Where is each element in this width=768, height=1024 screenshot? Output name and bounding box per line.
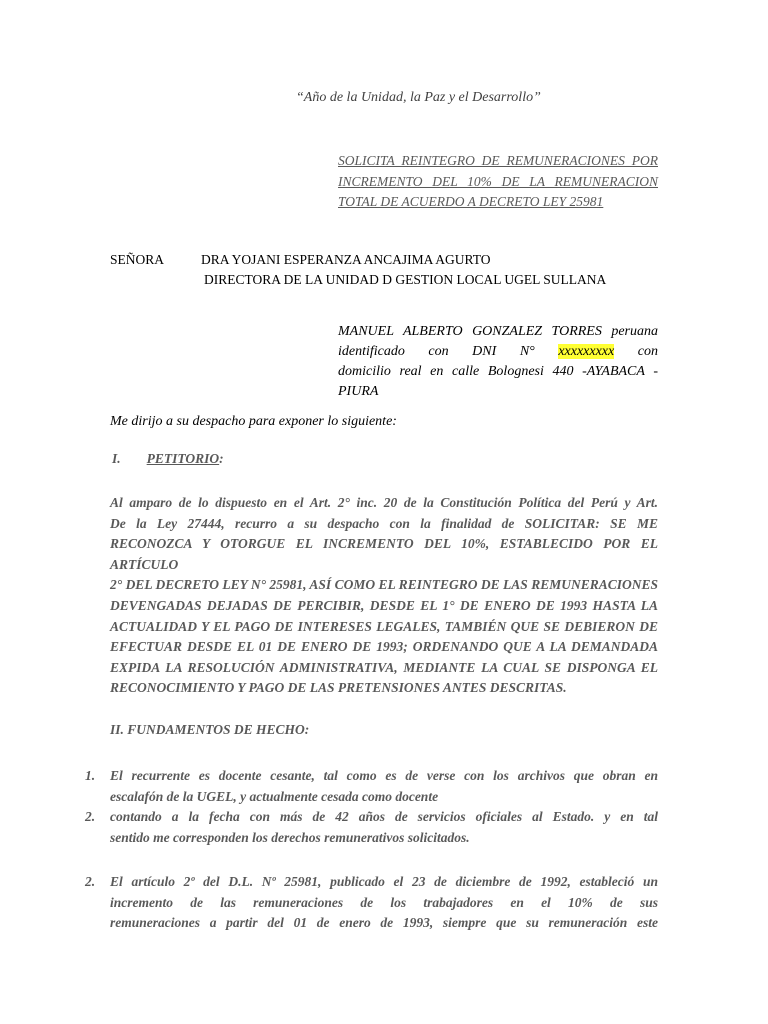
paragraph-line: Al amparo de lo dispuesto en el Art. 2° inc. 20 de la Constitución Política del Perú y Art. [110, 495, 658, 510]
party-dni-suffix: con [637, 344, 659, 359]
party-line: domicilio real en calle Bolognesi 440 -AYABACA - [338, 364, 658, 379]
paragraph-line: DEVENGADAS DEJADAS DE PERCIBIR, DESDE EL 1° DE ENERO DE 1993 HASTA LA [110, 597, 658, 613]
section-fundamentos-heading: II. FUNDAMENTOS DE HECHO: [110, 722, 310, 737]
list-item-line: El recurrente es docente cesante, tal como es de verse con los archivos que obran en [110, 768, 658, 783]
list-item-text [110, 766, 658, 807]
paragraph-line: 2° DEL DECRETO LEY N° 25981, ASÍ COMO EL REINTEGRO DE LAS REMUNERACIONES [110, 577, 658, 593]
dni-highlight: xxxxxxxxx [558, 344, 615, 359]
section-colon: : [219, 451, 224, 466]
list-item-line: sentido me corresponden los derechos remunerativos solicitados. [110, 829, 470, 845]
section-label: PETITORIO [146, 451, 220, 466]
party-block [338, 322, 658, 402]
subject-line: SOLICITA REINTEGRO DE REMUNERACIONES POR [338, 153, 658, 168]
paragraph-line: EFECTUAR DESDE EL 01 DE ENERO DE 1993; ORDENANDO QUE A LA DEMANDADA [110, 639, 658, 655]
subject-line: INCREMENTO DEL 10% DE LA REMUNERACION [338, 173, 658, 189]
list-item-line: remuneraciones a partir del 01 de enero de 1993, siempre que su remuneración este [110, 915, 658, 930]
list-item [85, 807, 658, 849]
paragraph-line: RECONOCIMIENTO Y PAGO DE LAS PRETENSIONES ANTES DESCRITAS. [110, 680, 567, 696]
paragraph-line: EXPIDA LA RESOLUCIÓN ADMINISTRATIVA, MEDIANTE LA CUAL SE DISPONGA EL [110, 659, 658, 675]
paragraph-line: De la Ley 27444, recurro a su despacho con la finalidad de SOLICITAR: SE ME [110, 515, 658, 531]
intro-text: Me dirijo a su despacho para exponer lo siguiente: [110, 414, 397, 429]
section-petitorio-heading [112, 451, 224, 467]
list-item-line: escalafón de la UGEL, y actualmente cesada como docente [110, 788, 439, 804]
motto-heading: “Año de la Unidad, la Paz y el Desarrollo” [296, 90, 541, 105]
section-number: I. [112, 451, 121, 466]
addressee-title: DIRECTORA DE LA UNIDAD D GESTION LOCAL UGEL SULLANA [204, 272, 607, 287]
subject-line: TOTAL DE ACUERDO A DECRETO LEY 25981 [338, 194, 604, 209]
addressee-name: DRA YOJANI ESPERANZA ANCAJIMA AGURTO [201, 252, 491, 267]
list-item-number: 2. [85, 874, 96, 889]
party-line: MANUEL ALBERTO GONZALEZ TORRES peruana [338, 324, 658, 339]
list-item-number: 2. [85, 809, 96, 824]
list-item-line: El artículo 2º del D.L. Nº 25981, publicado el 23 de diciembre de 1992, estableció un [110, 874, 658, 889]
addressee-label: SEÑORA [110, 252, 165, 267]
list-item-line: contando a la fecha con más de 42 años de servicios oficiales al Estado. y en tal [110, 809, 658, 824]
list-item-number: 1. [85, 768, 96, 783]
party-line: PIURA [338, 384, 379, 399]
subject-block [338, 151, 658, 213]
party-line [338, 342, 658, 362]
list-item-text [110, 807, 658, 848]
list-item-text [110, 872, 658, 934]
paragraph-line: ACTUALIDAD Y EL PAGO DE INTERESES LEGALES, TAMBIÉN QUE SE DEBIERON DE [110, 618, 658, 634]
party-dni-prefix: identificado con DNI N° [338, 344, 535, 359]
list-item [85, 872, 658, 936]
paragraph-line: RECONOZCA Y OTORGUE EL INCREMENTO DEL 10%, ESTABLECIDO POR EL ARTÍCULO [110, 536, 658, 572]
petitorio-paragraph [110, 493, 658, 699]
list-item [85, 766, 658, 808]
list-item-line: incremento de las remuneraciones de los trabajadores en el 10% de sus [110, 894, 658, 910]
